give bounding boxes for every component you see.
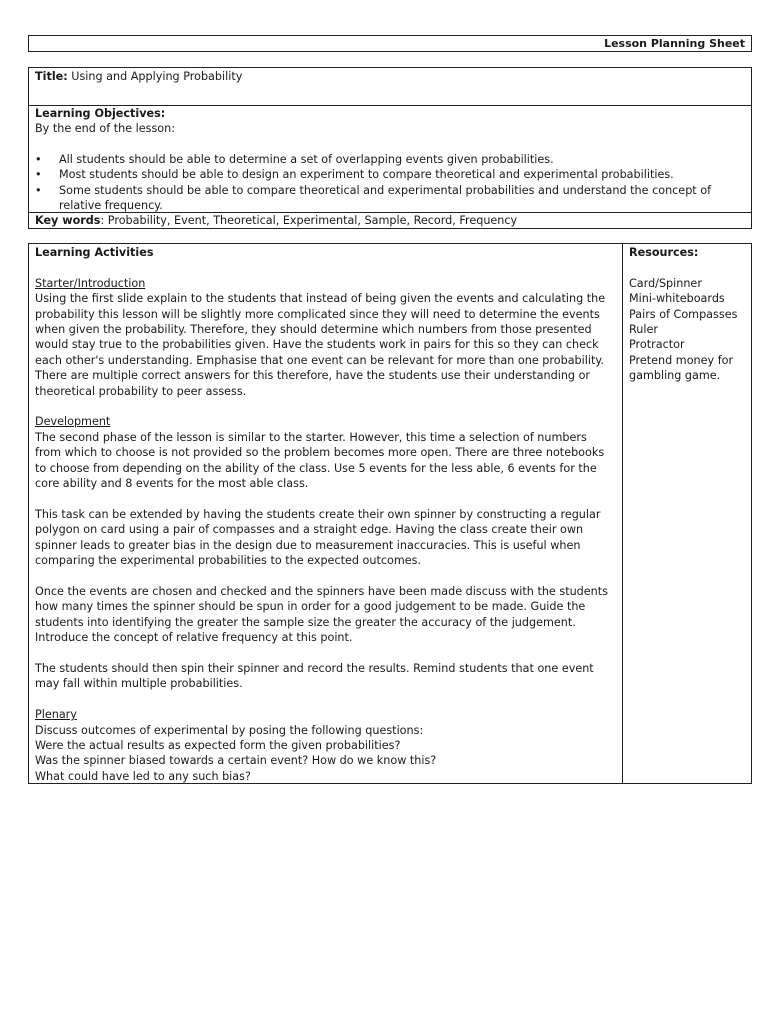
objectives-intro: By the end of the lesson: [35,122,176,136]
plenary-line: Was the spinner biased towards a certain event? How do we know this? [35,754,437,768]
activities-table [28,243,752,784]
development-paragraph: The students should then spin their spinner and record the results. Remind students that one event may fall within multiple probabilities. [35,661,594,691]
objectives-heading: Learning Objectives: [35,107,166,120]
keywords-row [29,212,751,229]
keywords-value: : Probability, Event, Theoretical, Experimental, Sample, Record, Frequency [100,214,518,227]
objectives-row [29,105,751,213]
resources-heading: Resources: [629,246,699,259]
keywords-label: Key words [35,214,101,227]
learning-activities-column [29,244,623,783]
development-heading: Development [35,415,111,429]
resource-item: Mini-whiteboards [629,292,725,306]
resource-item: Pretend money for gambling game. [629,353,734,383]
header-bar [28,35,752,52]
resource-item: Pairs of Compasses [629,307,738,321]
resources-column [623,244,751,784]
resource-item: Card/Spinner [629,276,702,290]
resources-list [629,276,745,384]
lesson-title: Using and Applying Probability [67,70,243,83]
objective-item: • Most students should be able to design an experiment to compare theoretical and experimental probabilities. [35,167,745,182]
plenary-line: Were the actual results as expected form the given probabilities? [35,738,401,752]
title-label: Title: [35,70,68,83]
objective-item: • Some students should be able to compare theoretical and experimental probabilities and understand the concept of relative frequency. [35,183,745,214]
plenary-heading: Plenary [35,708,77,722]
plenary-line: What could have led to any such bias? [35,769,251,783]
development-paragraph: The second phase of the lesson is similar to the starter. However, this time a selection of numbers from which to choose is not provided so the problem becomes more open. There are three notebooks to choose from depending on the ability of the class. Use 5 events for the less able, 6 events for the core ability and 8 events for the most able class. [35,430,605,491]
objectives-list [35,152,745,214]
page-title: Lesson Planning Sheet [604,37,745,50]
title-row [29,68,751,106]
starter-heading: Starter/Introduction [35,276,146,290]
lesson-info-table [28,67,752,229]
resource-item: Protractor [629,338,685,352]
plenary-line: Discuss outcomes of experimental by posing the following questions: [35,723,424,737]
resource-item: Ruler [629,323,658,337]
development-paragraph: This task can be extended by having the students create their own spinner by constructing a regular polygon on card using a pair of compasses and a straight edge. Having the class create their own spinner leads to greater bias in the design due to measurement inaccuracies. This is useful when comparing the experimental probabilities to the expected outcomes. [35,507,601,568]
objective-item: • All students should be able to determine a set of overlapping events given probabilities. [35,152,745,167]
starter-text: Using the first slide explain to the students that instead of being given the events and calculating the probability this lesson will be slightly more complicated since they will need to determine the events when given the probability. Therefore, they should determine which numbers from those presented would stay true to the probabilities given. Have the students work in pairs for this so they can check each other's understanding. Emphasise that one event can be relevant for more than one probability. There are multiple correct answers for this therefore, have the students use their understanding or theoretical probability to peer assess. [35,292,606,398]
development-paragraph: Once the events are chosen and checked and the spinners have been made discuss with the students how many times the spinner should be spun in order for a good judgement to be made. Guide the students into identifying the greater the sample size the greater the accuracy of the judgement. Introduce the concept of relative frequency at this point. [35,584,608,645]
activities-heading: Learning Activities [35,246,154,259]
